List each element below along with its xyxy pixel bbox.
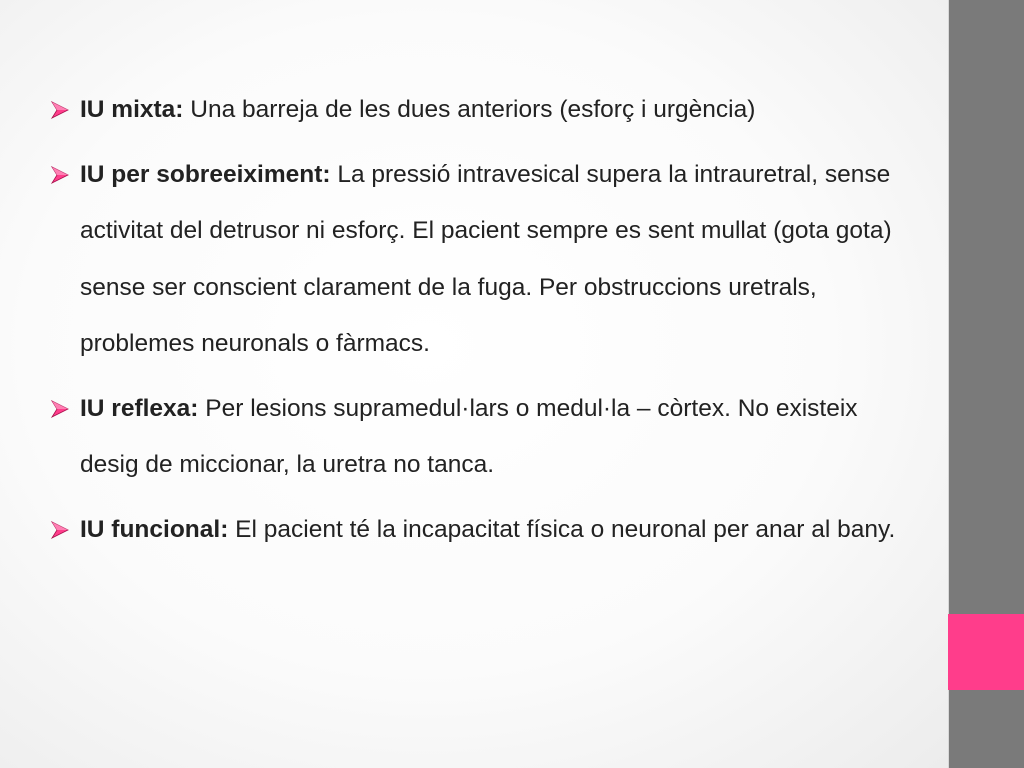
bullet-term: IU per sobreeiximent: [80,160,331,188]
bullet-item-mixta [50,82,910,139]
accent-pink-block [948,614,1024,690]
arrowhead-bullet-icon [50,399,70,419]
bullet-term: IU mixta: [80,96,184,123]
bullet-term: IU funcional: [80,515,229,543]
arrowhead-bullet-icon [50,520,70,540]
bullet-item-funcional [50,502,910,559]
bullet-text: Una barreja de les dues anteriors (esforç i urgència) [183,96,756,123]
arrowhead-bullet-icon [50,100,70,120]
bullet-text: Per lesions supramedul·lars o medul·la – còrtex. No existeix desig de miccionar, la uretra no tanca. [80,394,858,478]
bullet-text: La pressió intravesical supera la intrauretral, sense activitat del detrusor ni esforç. El pacient sempre es sent mullat (gota gota) sense ser conscient clarament de la fuga. Per obstruccions uretrals, problemes neuronals o fàrmacs. [80,160,892,357]
bullet-list [50,82,910,566]
bullet-term: IU reflexa: [80,394,199,422]
arrowhead-bullet-icon [50,165,70,185]
bullet-item-reflexa [50,381,910,494]
bullet-item-sobreeiximent [50,147,910,373]
bullet-text: El pacient té la incapacitat física o neuronal per anar al bany. [228,515,896,543]
